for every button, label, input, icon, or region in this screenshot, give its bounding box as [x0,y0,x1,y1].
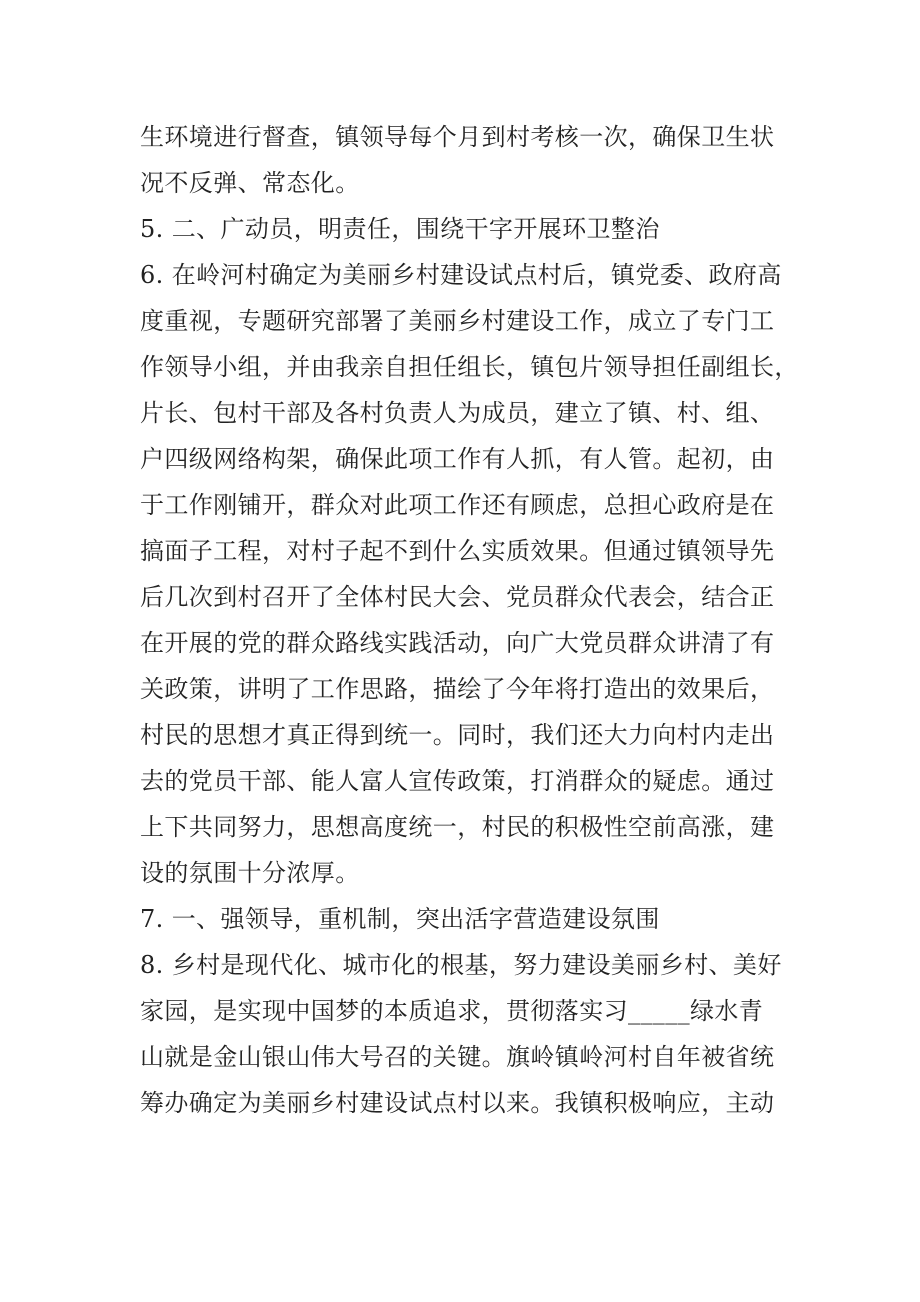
paragraph-continuation [140,114,800,206]
document-body [140,114,800,1126]
text-line: 作领导小组，并由我亲自担任组长，镇包片领导担任副组长， [140,353,799,381]
text-line: 5. 二、广动员，明责任，围绕干字开展环卫整治 [140,215,660,243]
paragraph-8 [140,942,800,1126]
text-line: 筹办确定为美丽乡村建设试点村以来。我镇积极响应，主动 [140,1089,775,1117]
text-line: 在开展的党的群众路线实践活动，向广大党员群众讲清了有 [140,629,775,657]
text-line: 关政策，讲明了工作思路，描绘了今年将打造出的效果后， [140,675,775,703]
text-line: 户四级网络构架，确保此项工作有人抓，有人管。起初，由 [140,445,775,473]
text-line: 搞面子工程，对村子起不到什么实质效果。但通过镇领导先 [140,537,775,565]
text-line: 况不反弹、常态化。 [140,169,360,197]
text-line: 后几次到村召开了全体村民大会、党员群众代表会，结合正 [140,583,775,611]
text-line: 度重视，专题研究部署了美丽乡村建设工作，成立了专门工 [140,307,775,335]
paragraph-heading-7 [140,896,800,942]
text-line: 6. 在岭河村确定为美丽乡村建设试点村后，镇党委、政府高 [140,261,782,289]
paragraph-6 [140,252,800,896]
text-line: 去的党员干部、能人富人宣传政策，打消群众的疑虑。通过 [140,767,775,795]
text-line: 生环境进行督查，镇领导每个月到村考核一次，确保卫生状 [140,123,775,151]
text-line: 设的氛围十分浓厚。 [140,859,360,887]
text-line: 8. 乡村是现代化、城市化的根基，努力建设美丽乡村、美好 [140,951,782,979]
text-line: 村民的思想才真正得到统一。同时，我们还大力向村内走出 [140,721,775,749]
text-line: 片长、包村干部及各村负责人为成员，建立了镇、村、组、 [140,399,775,427]
paragraph-heading-5 [140,206,800,252]
text-line: 山就是金山银山伟大号召的关键。旗岭镇岭河村自年被省统 [140,1043,775,1071]
text-line: 于工作刚铺开，群众对此项工作还有顾虑，总担心政府是在 [140,491,775,519]
text-line: 家园，是实现中国梦的本质追求，贯彻落实习_____绿水青 [140,997,764,1025]
text-line: 上下共同努力，思想高度统一，村民的积极性空前高涨，建 [140,813,775,841]
text-line: 7. 一、强领导，重机制，突出活字营造建设氛围 [140,905,660,933]
